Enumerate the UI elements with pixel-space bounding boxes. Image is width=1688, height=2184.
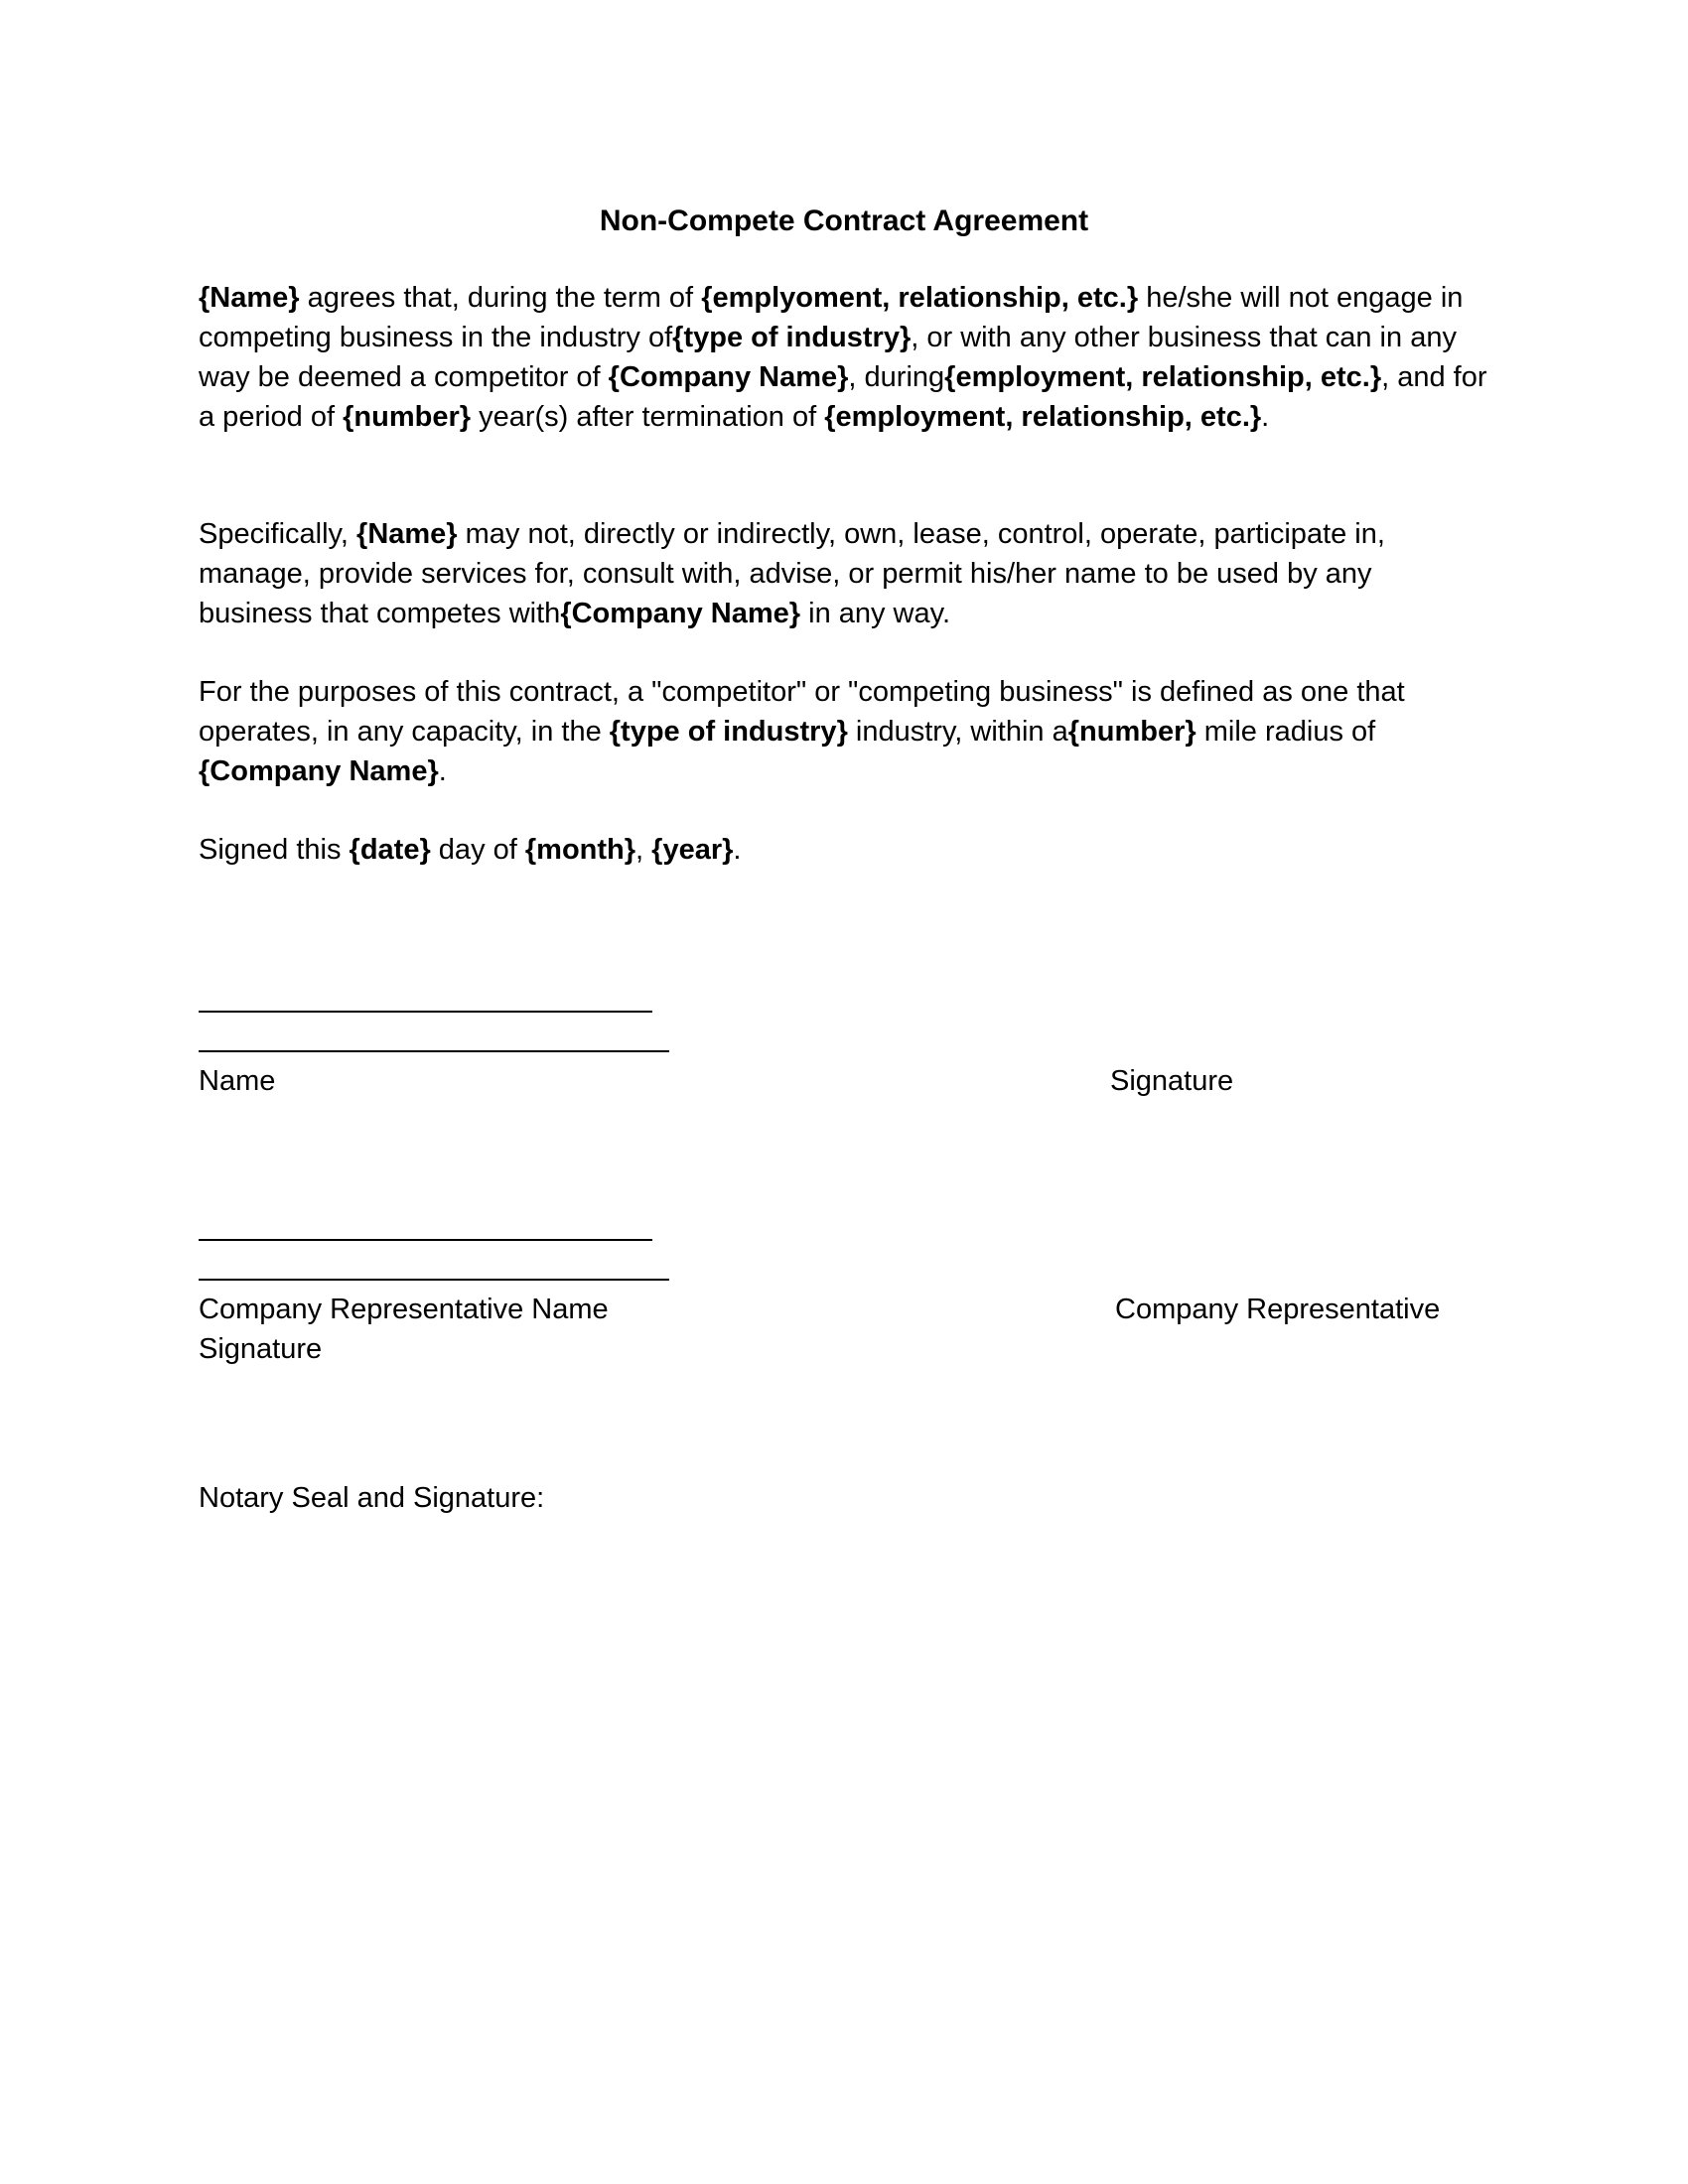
paragraph-text: . — [1261, 401, 1270, 433]
placeholder-relationship: {emplyoment, relationship, etc.} — [701, 282, 1139, 314]
paragraph-signed-date — [199, 830, 1489, 870]
name-signature-line[interactable] — [199, 1011, 652, 1013]
placeholder-industry: {type of industry} — [609, 716, 848, 748]
placeholder-number: {number} — [1067, 716, 1196, 748]
paragraph-text: day of — [430, 834, 525, 866]
paragraph-text: , during — [848, 361, 945, 393]
name-signature-line[interactable] — [199, 1050, 669, 1052]
rep-signature-line[interactable] — [199, 1239, 652, 1241]
paragraph-text: he/she will not engage in competing business in the industry of — [199, 282, 1464, 353]
placeholder-company-name: {Company Name} — [199, 755, 439, 787]
paragraph-text: agrees that, during the term of — [299, 282, 702, 314]
placeholder-company-name: {Company Name} — [560, 598, 801, 629]
paragraph-text: industry, within a — [847, 716, 1068, 748]
placeholder-company-name: {Company Name} — [608, 361, 849, 393]
rep-name-label: Company Representative Name — [199, 1294, 609, 1325]
notary-label: Notary Seal and Signature: — [199, 1482, 545, 1514]
name-label: Name — [199, 1065, 276, 1097]
paragraph-text: may not, directly or indirectly, own, lease, control, operate, participate in, manage, provide services for, consult with, advise, or permit his/her name to be used by any business that competes with — [199, 518, 1385, 629]
placeholder-date: {date} — [349, 834, 431, 866]
paragraph-restrictions — [199, 514, 1489, 633]
paragraph-text: , or with any other business that can in any way be deemed a competitor of — [199, 322, 1457, 393]
paragraph-text: . — [733, 834, 742, 866]
paragraph-text: year(s) after termination of — [471, 401, 825, 433]
paragraph-text: mile radius of — [1196, 716, 1376, 748]
paragraph-text: For the purposes of this contract, a "competitor" or "competing business" is defined as one that operates, in any capacity, in the — [199, 676, 1405, 748]
paragraph-text: , and for a period of — [199, 361, 1487, 433]
placeholder-name: {Name} — [199, 282, 300, 314]
paragraph-text: , — [635, 834, 652, 866]
placeholder-month: {month} — [524, 834, 636, 866]
placeholder-number: {number} — [343, 401, 472, 433]
rep-signature-line[interactable] — [199, 1279, 669, 1281]
paragraph-text: Specifically, — [199, 518, 357, 550]
rep-signature-label: Company Representative — [1115, 1294, 1441, 1325]
signature-label: Signature — [1110, 1065, 1234, 1097]
placeholder-industry: {type of industry} — [672, 322, 912, 353]
paragraph-text: in any way. — [800, 598, 951, 629]
placeholder-year: {year} — [651, 834, 734, 866]
paragraph-text: Signed this — [199, 834, 350, 866]
document-title: Non-Compete Contract Agreement — [599, 205, 1089, 237]
placeholder-relationship: {employment, relationship, etc.} — [944, 361, 1382, 393]
paragraph-text: . — [438, 755, 447, 787]
rep-signature-label-continued: Signature — [199, 1333, 323, 1365]
paragraph-term — [199, 278, 1489, 437]
placeholder-name: {Name} — [356, 518, 458, 550]
paragraph-definition — [199, 672, 1489, 791]
placeholder-relationship: {employment, relationship, etc.} — [824, 401, 1262, 433]
